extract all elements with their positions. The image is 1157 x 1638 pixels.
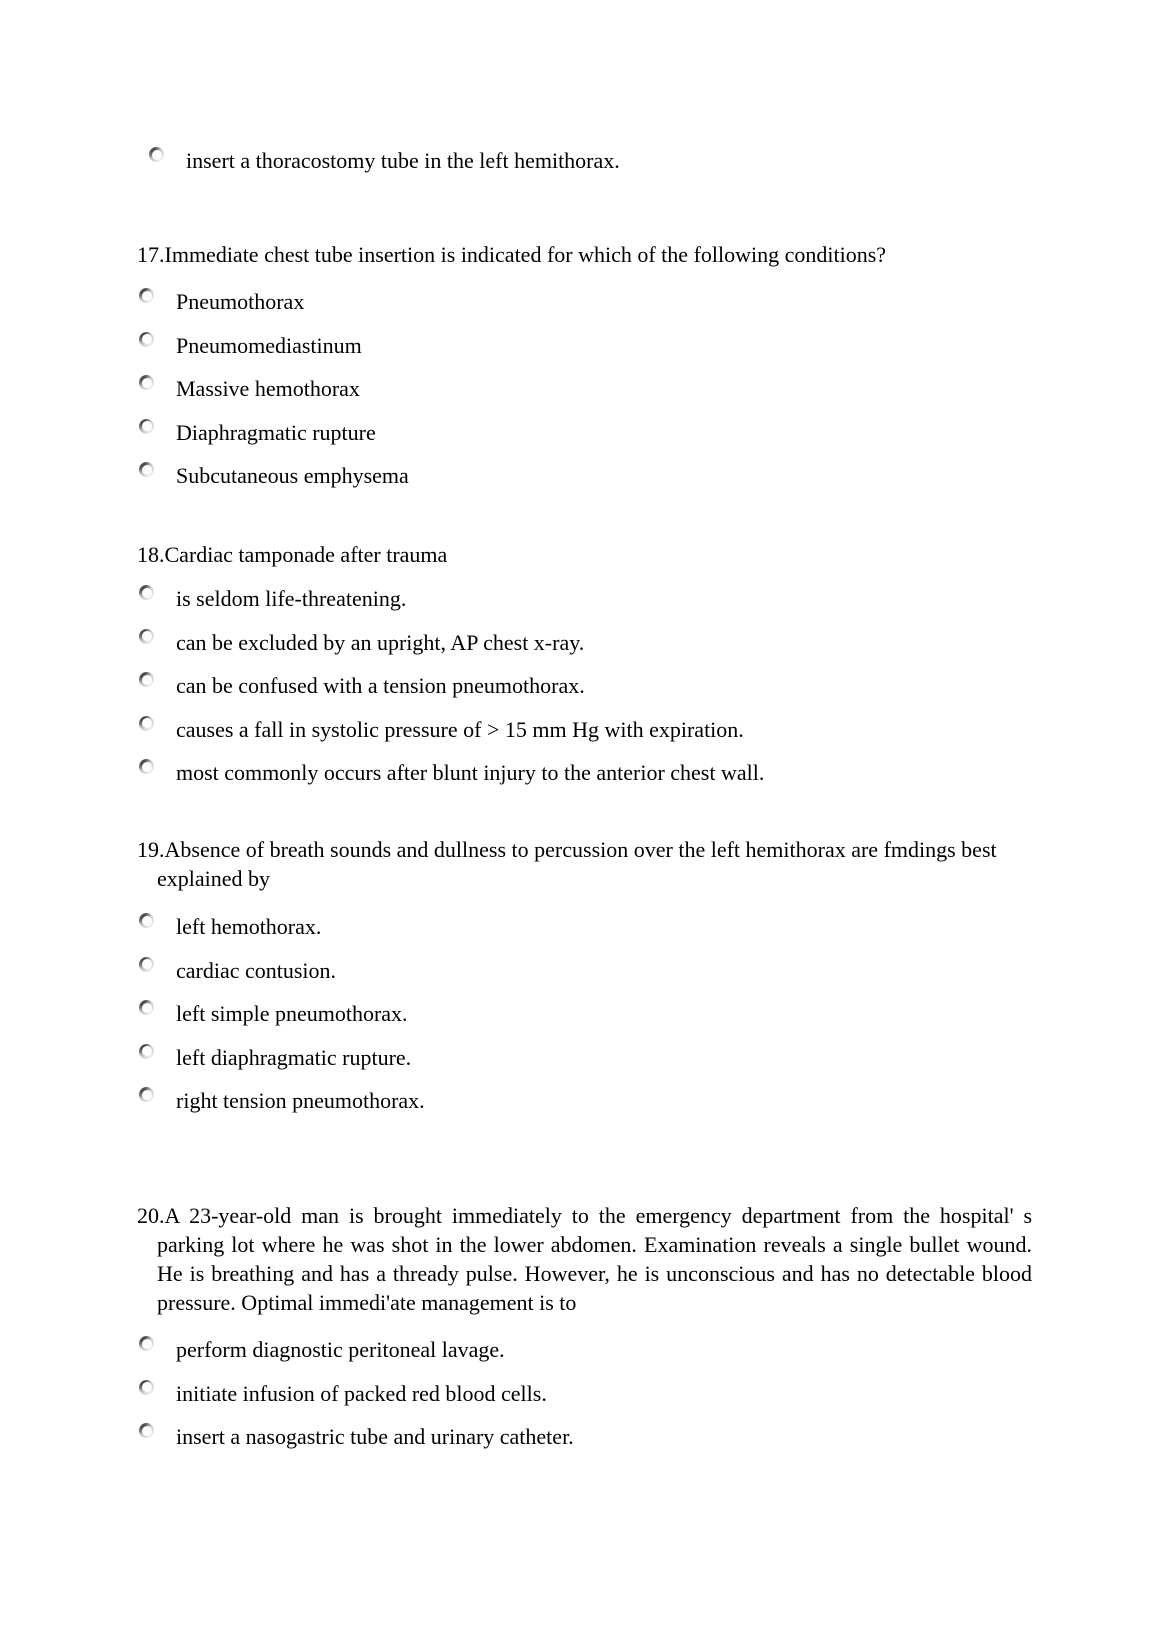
question-18-option-5-label: most commonly occurs after blunt injury to the anterior chest wall. — [176, 760, 765, 785]
orphan-option[interactable] — [137, 146, 1032, 175]
radio-unselected-icon[interactable] — [139, 1000, 154, 1015]
question-17-option-2-label: Pneumomediastinum — [176, 332, 362, 358]
question-17-option-2[interactable] — [137, 331, 1032, 360]
radio-unselected-icon[interactable] — [139, 672, 154, 687]
radio-unselected-icon[interactable] — [139, 1044, 154, 1059]
question-17-option-4[interactable] — [137, 418, 1032, 447]
question-18-option-1-label: is seldom life-threatening. — [176, 586, 407, 611]
question-17-option-5[interactable] — [137, 461, 1032, 490]
question-20-option-1[interactable] — [137, 1335, 1032, 1364]
radio-unselected-icon[interactable] — [139, 759, 154, 774]
question-18-option-2-label: can be excluded by an upright, AP chest x-ray. — [176, 629, 585, 655]
question-17-text: Immediate chest tube insertion is indicated for which of the following conditions? — [164, 242, 887, 267]
radio-unselected-icon[interactable] — [139, 332, 154, 347]
question-17-option-1-label: Pneumothorax — [176, 289, 305, 314]
question-17-option-4-label: Diaphragmatic rupture — [176, 419, 376, 445]
radio-unselected-icon[interactable] — [139, 913, 154, 928]
question-20-option-1-label: perform diagnostic peritoneal lavage. — [176, 1337, 505, 1362]
question-18-heading — [137, 540, 1032, 569]
question-19-option-2[interactable] — [137, 956, 1032, 985]
orphan-option-label: insert a thoracostomy tube in the left hemithorax. — [186, 148, 620, 173]
radio-unselected-icon[interactable] — [139, 1423, 154, 1438]
question-18-text: Cardiac tamponade after trauma — [164, 542, 448, 567]
quiz-page — [137, 0, 1032, 1451]
question-18-number: 18. — [137, 542, 165, 567]
question-18-option-5[interactable] — [137, 758, 1032, 787]
question-20-number: 20. — [137, 1203, 165, 1228]
question-19-option-5-label: right tension pneumothorax. — [176, 1088, 425, 1113]
radio-unselected-icon[interactable] — [139, 716, 154, 731]
radio-unselected-icon[interactable] — [139, 585, 154, 600]
radio-unselected-icon[interactable] — [139, 288, 154, 303]
question-19-text: Absence of breath sounds and dullness to percussion over the left hemithorax are fmdings best explained by — [157, 837, 997, 891]
question-18-option-4[interactable] — [137, 715, 1032, 744]
question-19-option-1-label: left hemothorax. — [176, 914, 322, 939]
question-17-heading — [137, 240, 1032, 269]
question-19-option-1[interactable] — [137, 912, 1032, 941]
question-19-option-3[interactable] — [137, 999, 1032, 1028]
question-18-option-4-label: causes a fall in systolic pressure of > 15 mm Hg with expiration. — [176, 716, 744, 742]
radio-unselected-icon[interactable] — [139, 375, 154, 390]
question-19-option-5[interactable] — [137, 1086, 1032, 1115]
question-19-option-3-label: left simple pneumothorax. — [176, 1001, 408, 1026]
radio-unselected-icon[interactable] — [139, 957, 154, 972]
question-17-option-3-label: Massive hemothorax — [176, 376, 360, 401]
question-18 — [137, 540, 1032, 787]
question-17-option-1[interactable] — [137, 287, 1032, 316]
question-19 — [137, 835, 1032, 1115]
question-20-option-3[interactable] — [137, 1422, 1032, 1451]
question-18-option-2[interactable] — [137, 628, 1032, 657]
question-20-heading — [137, 1201, 1032, 1317]
question-19-number: 19. — [137, 837, 165, 862]
question-17-option-5-label: Subcutaneous emphysema — [176, 463, 409, 488]
question-20-option-3-label: insert a nasogastric tube and urinary catheter. — [176, 1424, 574, 1449]
question-20 — [137, 1201, 1032, 1451]
question-20-text: A 23-year-old man is brought immediately to the emergency department from the hospital' s parking lot where he was shot in the lower abdomen. Examination reveals a single bullet wound. He is breathing and has a thready pulse. However, he is unconscious and has no detectable blood pressure. Optimal immedi'ate management is to — [157, 1203, 1032, 1315]
radio-unselected-icon[interactable] — [139, 1380, 154, 1395]
question-18-option-3-label: can be confused with a tension pneumothorax. — [176, 673, 585, 698]
question-19-option-2-label: cardiac contusion. — [176, 957, 337, 983]
question-19-heading — [137, 835, 1032, 893]
question-19-option-4-label: left diaphragmatic rupture. — [176, 1044, 412, 1070]
question-20-option-2[interactable] — [137, 1379, 1032, 1408]
question-19-option-4[interactable] — [137, 1043, 1032, 1072]
radio-unselected-icon[interactable] — [139, 1336, 154, 1351]
question-20-option-2-label: initiate infusion of packed red blood cells. — [176, 1380, 547, 1406]
question-18-option-1[interactable] — [137, 584, 1032, 613]
radio-unselected-icon[interactable] — [139, 419, 154, 434]
question-17-number: 17. — [137, 242, 165, 267]
question-17 — [137, 240, 1032, 490]
radio-unselected-icon[interactable] — [139, 629, 154, 644]
radio-unselected-icon[interactable] — [139, 1087, 154, 1102]
radio-unselected-icon[interactable] — [139, 462, 154, 477]
question-17-option-3[interactable] — [137, 374, 1032, 403]
radio-unselected-icon[interactable] — [149, 147, 164, 162]
question-18-option-3[interactable] — [137, 671, 1032, 700]
